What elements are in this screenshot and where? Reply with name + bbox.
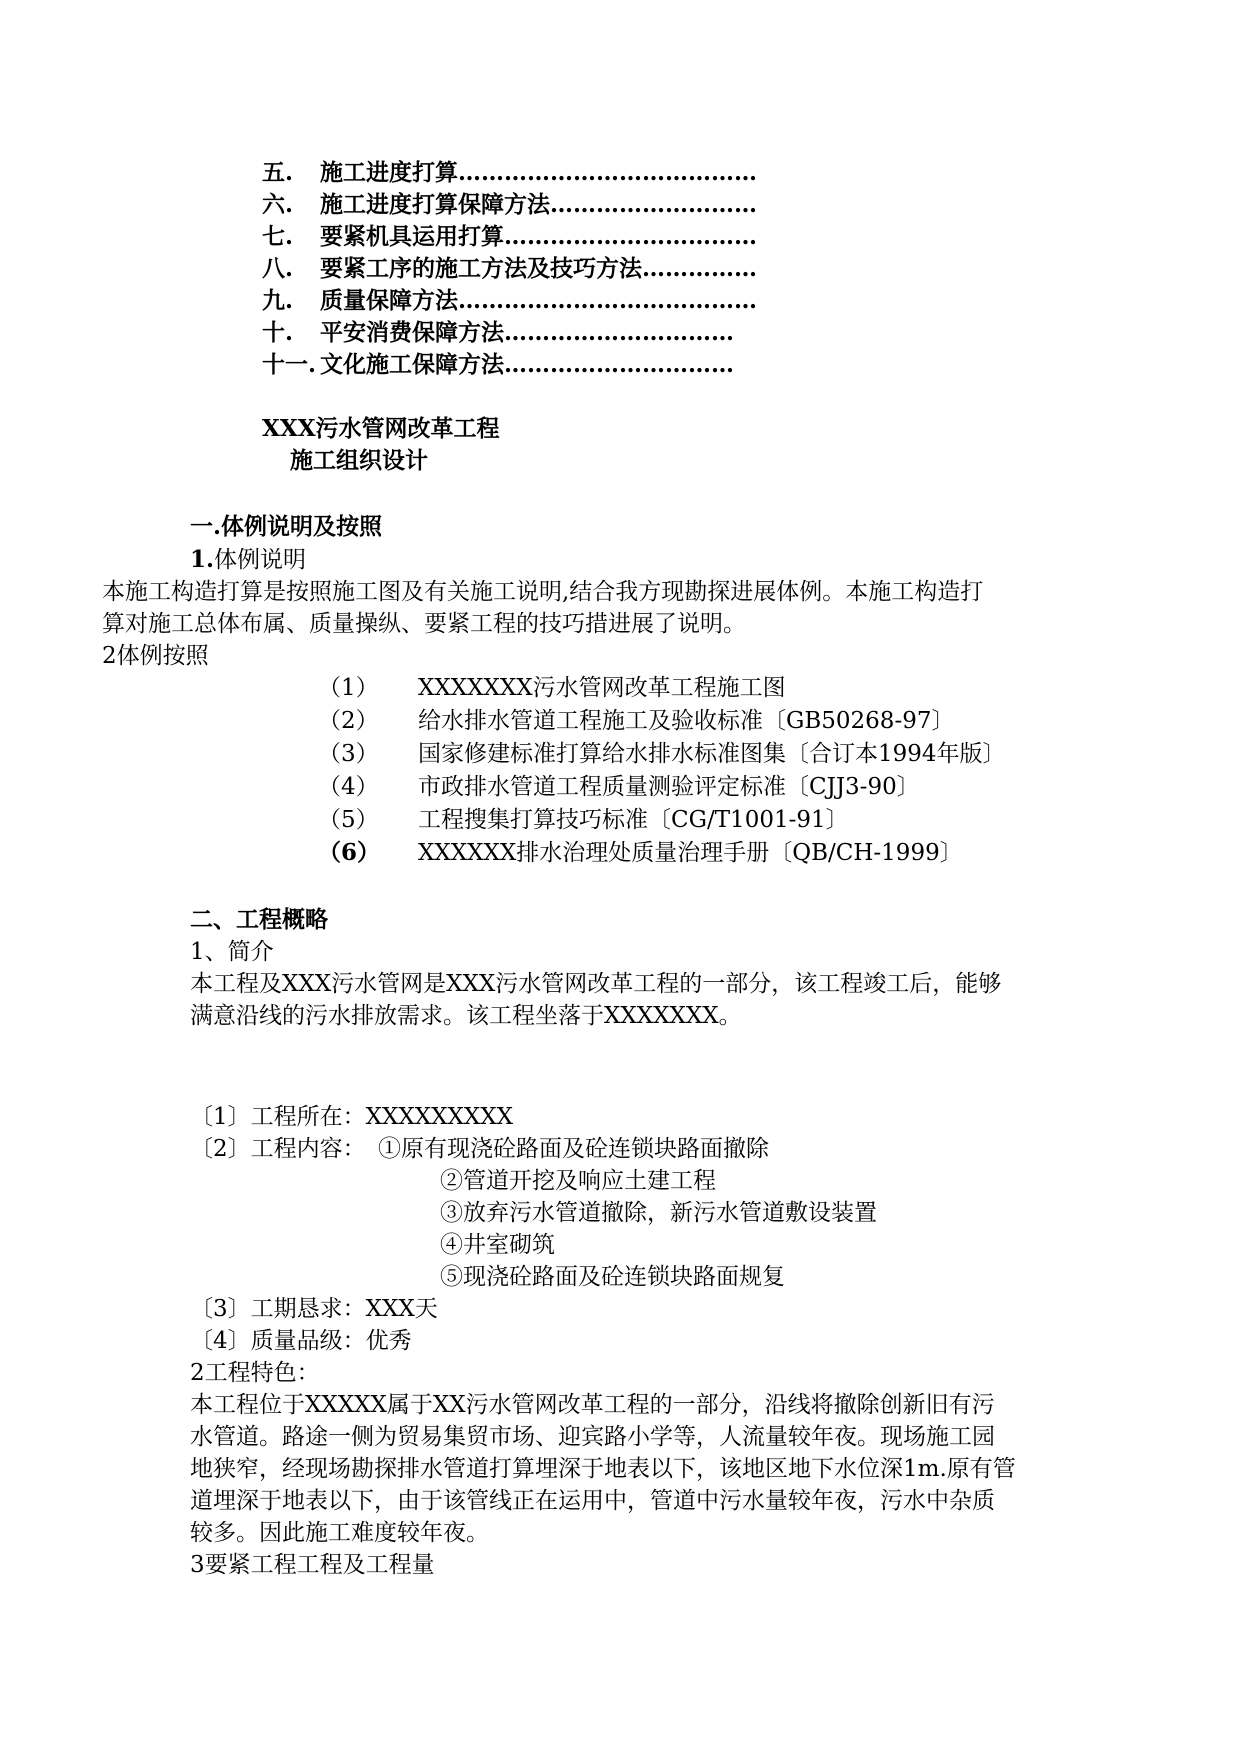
- reference-number: （4）: [318, 774, 379, 800]
- reference-text: XXXXXXX污水管网改革工程施工图: [418, 675, 786, 701]
- toc-item: [262, 158, 757, 188]
- toc-text: 平安消费保障方法…………………………: [320, 319, 734, 346]
- toc-item: [262, 318, 734, 348]
- reference-item: [318, 673, 1078, 703]
- subsection-heading: 2工程特色：: [190, 1360, 320, 1386]
- reference-number: （6）: [318, 839, 381, 866]
- subsection-heading: 2体例按照: [102, 643, 209, 669]
- toc-item: [262, 254, 757, 284]
- paragraph-line: 满意沿线的污水排放需求。该工程坐落于XXXXXXX。: [190, 1003, 742, 1029]
- toc-number: 五.: [262, 159, 294, 186]
- project-content-item: ①原有现浇砼路面及砼连锁块路面撤除: [378, 1136, 769, 1162]
- toc-number: 八.: [262, 255, 294, 282]
- project-content-item: ②管道开挖及响应土建工程: [440, 1168, 716, 1194]
- reference-number: （1）: [318, 675, 379, 701]
- reference-item: [318, 805, 1078, 835]
- subsection-heading: 3要紧工程工程及工程量: [190, 1552, 435, 1578]
- toc-number: 九.: [262, 287, 294, 314]
- project-content-item: ④井室砌筑: [440, 1232, 555, 1258]
- project-content-item: ⑤现浇砼路面及砼连锁块路面规复: [440, 1264, 785, 1290]
- section-heading: 一.体例说明及按照: [190, 513, 383, 540]
- subsection-heading: 1、简介: [190, 939, 274, 965]
- subsection-heading: [190, 545, 306, 575]
- section-heading: 二、工程概略: [190, 906, 328, 933]
- toc-text: 要紧机具运用打算……………………………: [320, 223, 757, 250]
- paragraph-line: 水管道。路途一侧为贸易集贸市场、迎宾路小学等，人流量较年夜。现场施工园: [190, 1424, 995, 1450]
- reference-item: [318, 772, 1078, 802]
- reference-number: （3）: [318, 741, 379, 767]
- paragraph-line: 道埋深于地表以下，由于该管线正在运用中，管道中污水量较年夜，污水中杂质: [190, 1488, 995, 1514]
- document-title: XXX污水管网改革工程: [262, 415, 500, 442]
- project-location: 〔1〕工程所在：XXXXXXXXX: [190, 1104, 513, 1130]
- toc-text: 施工进度打算保障方法………………………: [320, 191, 757, 218]
- reference-text: 工程搜集打算技巧标准〔CG/T1001-91〕: [418, 807, 849, 833]
- toc-text: 施工进度打算…………………………………: [320, 159, 757, 186]
- toc-number: 十一.: [262, 351, 317, 378]
- reference-item: [318, 706, 1078, 736]
- paragraph-line: 较多。因此施工难度较年夜。: [190, 1520, 489, 1546]
- toc-item: [262, 190, 757, 220]
- project-content-item: ③放弃污水管道撤除，新污水管道敷设装置: [440, 1200, 877, 1226]
- project-content-label: 〔2〕工程内容：: [190, 1136, 366, 1162]
- toc-text: 质量保障方法…………………………………: [320, 287, 757, 314]
- toc-text: 要紧工序的施工方法及技巧方法……………: [320, 255, 757, 282]
- toc-text: 文化施工保障方法…………………………: [320, 351, 735, 378]
- reference-item: [318, 838, 1078, 868]
- paragraph-line: 本施工构造打算是按照施工图及有关施工说明,结合我方现勘探进展体例。本施工构造打: [102, 579, 984, 605]
- reference-text: 国家修建标准打算给水排水标准图集〔合订本1994年版〕: [418, 741, 1006, 767]
- subsection-number: 1.: [190, 546, 215, 573]
- reference-text: XXXXXX排水治理处质量治理手册〔QB/CH-1999〕: [418, 840, 963, 866]
- paragraph-line: 算对施工总体布属、质量操纵、要紧工程的技巧措进展了说明。: [102, 611, 746, 637]
- toc-number: 十.: [262, 319, 294, 346]
- document-subtitle: 施工组织设计: [290, 447, 428, 474]
- toc-number: 七.: [262, 223, 294, 250]
- paragraph-line: 地狭窄，经现场勘探排水管道打算埋深于地表以下，该地区地下水位深1m.原有管: [190, 1456, 1016, 1482]
- reference-item: [318, 739, 1078, 769]
- subsection-text: 体例说明: [214, 547, 307, 573]
- paragraph-line: 本工程及XXX污水管网是XXX污水管网改革工程的一部分，该工程竣工后，能够: [190, 971, 1002, 997]
- toc-item: [262, 286, 757, 316]
- toc-number: 六.: [262, 191, 294, 218]
- project-quality: 〔4〕质量品级：优秀: [190, 1328, 412, 1354]
- toc-item: [262, 222, 757, 252]
- paragraph-line: 本工程位于XXXXX属于XX污水管网改革工程的一部分，沿线将撤除创新旧有污: [190, 1392, 995, 1418]
- reference-number: （5）: [318, 807, 379, 833]
- project-duration: 〔3〕工期恳求：XXX天: [190, 1296, 438, 1322]
- reference-number: （2）: [318, 708, 379, 734]
- reference-text: 给水排水管道工程施工及验收标准〔GB50268-97〕: [418, 708, 955, 734]
- toc-item: [262, 350, 734, 380]
- reference-text: 市政排水管道工程质量测验评定标准〔CJJ3-90〕: [418, 774, 920, 800]
